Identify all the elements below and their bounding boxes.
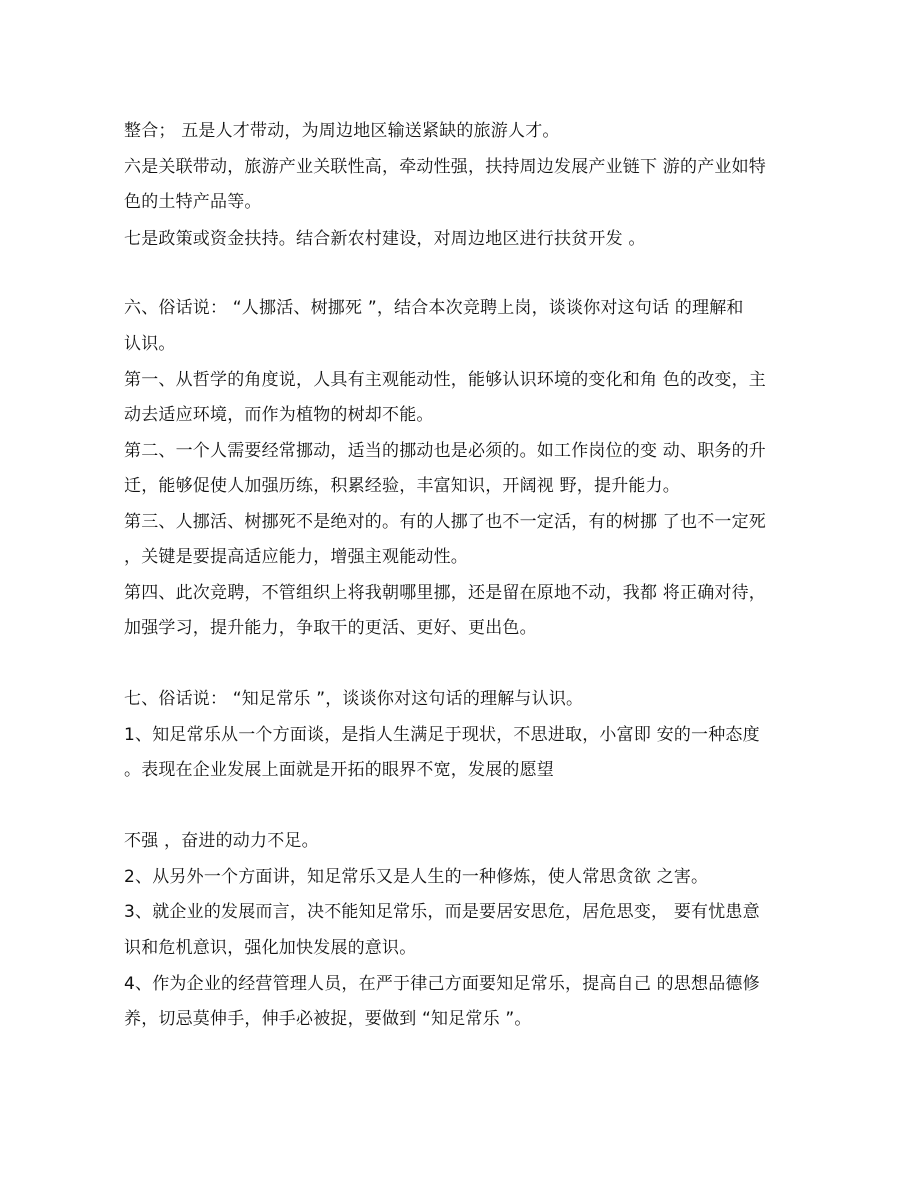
text-line: 第三、人挪活、树挪死不是绝对的。有的人挪了也不一定活，有的树挪 了也不一定死 <box>124 512 767 532</box>
text-line: 七是政策或资金扶持。结合新农村建设，对周边地区进行扶贫开发 。 <box>124 229 646 249</box>
text-line: 第四、此次竞聘，不管组织上将我朝哪里挪，还是留在原地不动，我都 将正确对待， <box>124 583 767 603</box>
text-line: 动去适应环境，而作为植物的树却不能。 <box>124 405 434 425</box>
text-line: 3、就企业的发展而言，决不能知足常乐，而是要居安思危，居危思变， 要有忧患意 <box>124 902 760 922</box>
text-line: 认识。 <box>124 334 176 354</box>
text-line: 色的土特产品等。 <box>124 192 262 212</box>
section-heading: 七、俗话说： “知足常乐 ”，谈谈你对这句话的理解与认识。 <box>124 689 584 709</box>
text-line: 。表现在企业发展上面就是开拓的眼界不宽，发展的愿望 <box>124 760 554 780</box>
text-line: 不强 ，奋进的动力不足。 <box>124 831 319 851</box>
section-heading: 六、俗话说： “人挪活、树挪死 ”，结合本次竞聘上岗，谈谈你对这句话 的理解和 <box>124 298 744 318</box>
text-line: 养，切忌莫伸手，伸手必被捉，要做到 “知足常乐 ”。 <box>124 1009 532 1029</box>
text-line: 4、作为企业的经营管理人员，在严于律己方面要知足常乐，提高自己 的思想品德修 <box>124 974 760 994</box>
text-line: 加强学习，提升能力，争取干的更活、更好、更出色。 <box>124 618 537 638</box>
text-line: 1、知足常乐从一个方面谈，是指人生满足于现状，不思进取，小富即 安的一种态度 <box>124 725 760 745</box>
text-line: 识和危机意识，强化加快发展的意识。 <box>124 938 417 958</box>
text-line: 第二、一个人需要经常挪动，适当的挪动也是必须的。如工作岗位的变 动、职务的升 <box>124 441 767 461</box>
text-line: 六是关联带动，旅游产业关联性高，牵动性强，扶持周边发展产业链下 游的产业如特 <box>124 157 767 177</box>
text-line: 第一、从哲学的角度说，人具有主观能动性，能够认识环境的变化和角 色的改变，主 <box>124 370 767 390</box>
text-line: ，关键是要提高适应能力，增强主观能动性。 <box>124 547 468 567</box>
text-line: 迁，能够促使人加强历练，积累经验，丰富知识，开阔视 野，提升能力。 <box>124 476 681 496</box>
text-line: 2、从另外一个方面讲，知足常乐又是人生的一种修炼，使人常思贪欲 之害。 <box>124 867 709 887</box>
text-line: 整合； 五是人才带动，为周边地区输送紧缺的旅游人才。 <box>124 121 560 141</box>
